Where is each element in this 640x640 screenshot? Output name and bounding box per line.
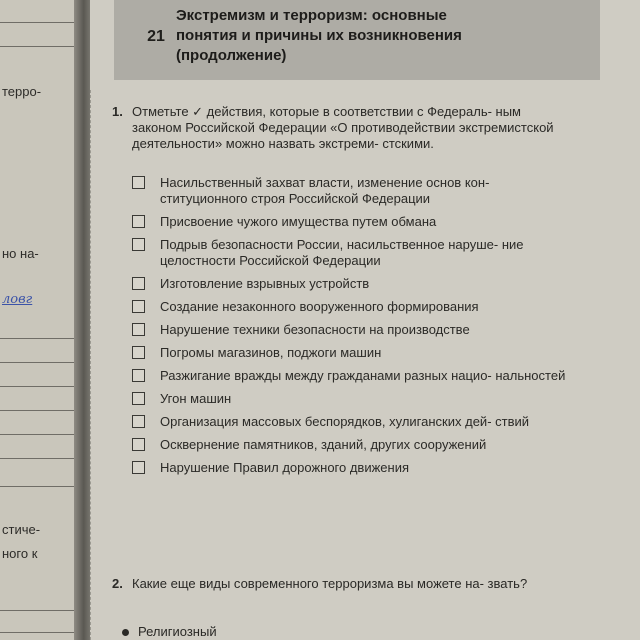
checklist-item-label: Нарушение Правил дорожного движения [160,460,410,475]
question-1-text: Отметьте ✓ действия, которые в соответствии с Федераль- ным законом Российской Федерации «О противодействии экстремистской деятельности» можно назвать экстреми- стскими. [132,104,554,151]
checklist-item [132,214,572,230]
writing-line [0,386,74,387]
lesson-header [114,0,600,80]
checkbox[interactable] [132,277,145,290]
question-1-number: 1. [112,104,123,119]
lesson-title [176,6,566,66]
lesson-title-line: Экстремизм и терроризм: основные [176,7,447,24]
workbook-page [90,0,640,640]
checkbox[interactable] [132,346,145,359]
checklist-item-label: Осквернение памятников, зданий, других сооружений [160,437,487,452]
writing-line [0,338,74,339]
checklist-item [132,276,572,292]
checklist-item-label: Угон машин [160,391,232,406]
writing-line [0,410,74,411]
checklist-item [132,175,572,207]
checklist-item [132,322,572,338]
checklist-item [132,345,572,361]
question-2-number: 2. [112,576,123,591]
left-page-fragment: стиче- [2,522,41,537]
writing-line [0,362,74,363]
checklist [132,175,572,483]
margin-dashed-line [90,90,91,640]
checklist-item-label: Насильственный захват власти, изменение основ кон- ституционного строя Российской Федерации [160,175,490,206]
checklist-item-label: Разжигание вражды между гражданами разных нацио- нальностей [160,368,566,383]
answer-text: Религиозный [138,624,217,639]
checklist-item-label: Нарушение техники безопасности на производстве [160,322,470,337]
writing-line [0,22,74,23]
checklist-item-label: Присвоение чужого имущества путем обмана [160,214,437,229]
checkbox[interactable] [132,215,145,228]
question-2-text: Какие еще виды современного терроризма вы можете на- звать? [132,576,528,591]
checklist-item-label: Создание незаконного вооруженного формирования [160,299,479,314]
checkbox[interactable] [132,323,145,336]
checklist-item [132,299,572,315]
writing-line [0,46,74,47]
writing-line [0,610,74,611]
checklist-item [132,414,572,430]
question-2-answer [122,624,217,639]
lesson-number: 21 [147,28,165,45]
left-page-fragment: ного к [2,546,38,561]
checklist-item [132,368,572,384]
bullet-icon [122,629,129,636]
checkbox[interactable] [132,392,145,405]
left-page [0,0,74,640]
checklist-item-label: Организация массовых беспорядков, хулиганских дей- ствий [160,414,530,429]
checklist-item-label: Подрыв безопасности России, насильственное наруше- ние целостности Российской Федерации [160,237,524,268]
left-page-fragment: терро- [2,84,42,99]
checklist-item-label: Изготовление взрывных устройств [160,276,370,291]
checkbox[interactable] [132,415,145,428]
writing-line [0,458,74,459]
writing-line [0,632,74,633]
checkbox[interactable] [132,238,145,251]
writing-line [0,434,74,435]
checklist-item [132,237,572,269]
writing-line [0,486,74,487]
left-page-fragment: но на- [2,246,39,261]
checklist-item [132,460,572,476]
checkbox[interactable] [132,461,145,474]
checklist-item [132,391,572,407]
book-gutter [74,0,90,640]
checkbox[interactable] [132,300,145,313]
checkbox[interactable] [132,369,145,382]
lesson-title-line: понятия и причины их возникновения [176,27,462,44]
handwritten-fragment: ловг [2,292,33,307]
checklist-item-label: Погромы магазинов, поджоги машин [160,345,382,360]
lesson-title-line: (продолжение) [176,47,287,64]
checklist-item [132,437,572,453]
checkbox[interactable] [132,438,145,451]
checkbox[interactable] [132,176,145,189]
